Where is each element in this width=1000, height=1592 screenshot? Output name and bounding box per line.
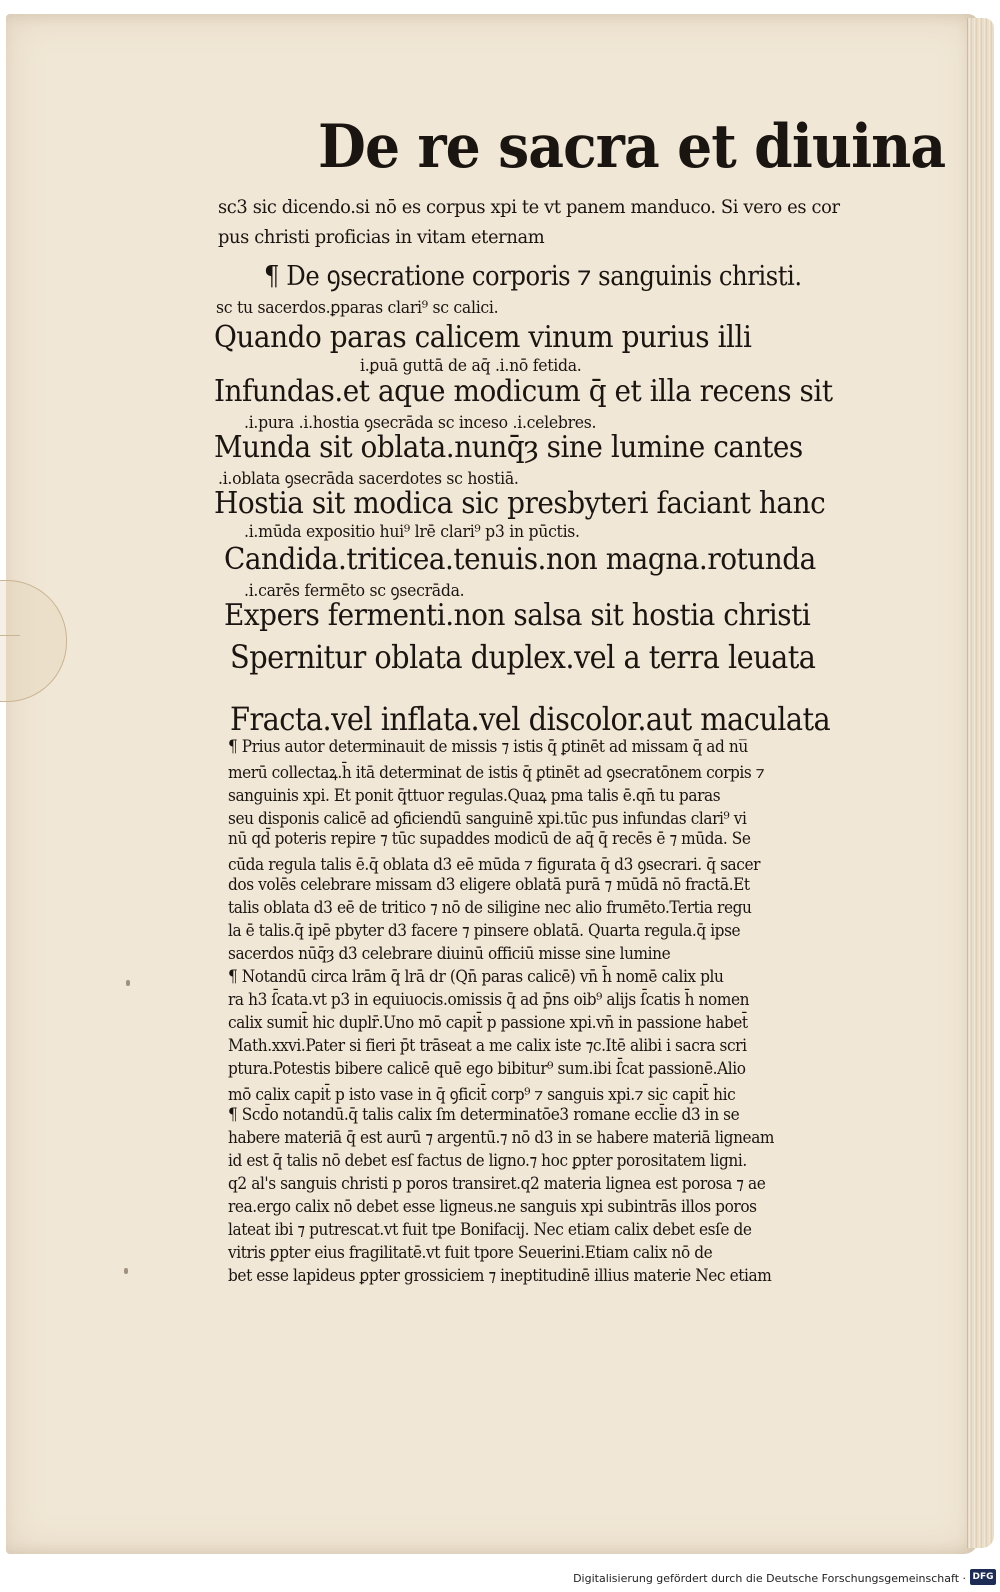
- commentary-line-2: merū collectaꝝ.h̄ itā determinat de istis q̄ ꝑtinēt ad ꝯsecratōnem corpis ⁊: [228, 763, 765, 782]
- verse-line-3: Munda sit oblata.nunq̄ȝ sine lumine cantes: [214, 430, 803, 465]
- commentary-line-23: vitris ꝑpter eius fragilitatē.vt fuit tpore Seuerini.Etiam calix nō de: [228, 1243, 713, 1262]
- commentary-line-20: q2 al's sanguis christi p poros transiret.q2 materia lignea est porosa ⁊ ae: [228, 1174, 766, 1193]
- commentary-line-8: talis oblata d3 eē de tritico ⁊ nō de siligine nec alio frumēto.Tertia regu: [228, 898, 752, 917]
- commentary-line-6: cūda regula talis ē.q̄ oblata d3 eē mūda ⁊ figurata q̄ d3 ꝯsecrari. q̄ sacer: [228, 855, 761, 874]
- commentary-line-17: ¶ Scd̄o notandū.q̄ talis calix ſm determinatōe3 romane eccl̄ie d3 in se: [228, 1105, 740, 1124]
- funding-footer: Digitalisierung gefördert durch die Deutsche Forschungsgemeinschaft ·: [573, 1572, 966, 1585]
- page-title: De re sacra et diuina: [318, 112, 946, 182]
- intro-line-1: sc3 sic dicendo.si nō es corpus xpi te vt panem manduco. Si vero es cor: [218, 196, 840, 218]
- verse-gloss-5: .i.mūda expositio hui⁹ lrē clari⁹ p3 in pūctis.: [244, 522, 580, 541]
- ink-speck: [126, 980, 130, 986]
- section-heading: ¶ De ꝯsecratione corporis ⁊ sanguinis christi.: [264, 261, 802, 292]
- commentary-line-24: bet esse lapideus ꝑpter grossiciem ⁊ ineptitudinē illius materie Nec etiam: [228, 1266, 772, 1285]
- dfg-logo: DFG: [970, 1569, 996, 1585]
- commentary-line-16: mō calix capit̄ p isto vase in q̄ ꝯficit̄ corp⁹ ⁊ sanguis xpi.⁊ sic capit̄ hic: [228, 1085, 736, 1104]
- commentary-line-3: sanguinis xpi. Et ponit q̄ttuor regulas.Quaꝝ pma talis ē.qn̄ tu paras: [228, 786, 721, 805]
- commentary-line-13: calix sumit̄ hic duplr̄.Uno mō capit̄ p passione xpi.vn̄ in passione habet̄: [228, 1013, 748, 1032]
- verse-gloss-6: .i.carēs fermēto sc ꝯsecrāda.: [244, 581, 465, 600]
- commentary-line-11: ¶ Notandū circa lrām q̄ lrā dr (Qn̄ paras calicē) vn̄ h̄ nomē calix plu: [228, 967, 724, 986]
- verse-gloss-1: sc tu sacerdos.ꝑparas clari⁹ sc calici.: [216, 298, 499, 317]
- commentary-line-22: lateat ibi ⁊ putrescat.vt fuit tpe Bonifacij. Nec etiam calix debet esſe de: [228, 1220, 752, 1239]
- commentary-line-10: sacerdos nūq̄ȝ d3 celebrare diuinū officiū misse sine lumine: [228, 944, 671, 963]
- verse-line-1: Quando paras calicem vinum purius illi: [214, 320, 752, 355]
- verse-line-2: Infundas.et aque modicum q̄ et illa recens sit: [214, 374, 833, 409]
- ink-speck: [124, 1268, 128, 1274]
- commentary-line-21: rea.ergo calix nō debet esse ligneus.ne sanguis xpi subintrās illos poros: [228, 1197, 757, 1216]
- verse-gloss-4: .i.oblata ꝯsecrāda sacerdotes sc hostiā.: [218, 469, 519, 488]
- verse-line-6: Expers fermenti.non salsa sit hostia christi: [224, 598, 811, 633]
- verse-line-5: Candida.triticea.tenuis.non magna.rotunda: [224, 542, 816, 577]
- commentary-line-4: seu disponis calicē ad ꝯficiendū sanguinē xpi.tūc pus infundas clari⁹ vi: [228, 809, 747, 828]
- page-fore-edge: [967, 18, 994, 1548]
- verse-gloss-3: .i.pura .i.hostia ꝯsecrāda sc inceso .i.celebres.: [244, 413, 597, 432]
- rule-line-1: Spernitur oblata duplex.vel a terra leuata: [230, 638, 816, 676]
- intro-line-2: pus christi proficias in vitam eternam: [218, 226, 545, 248]
- commentary-line-5: nū qd̄ poteris repire ⁊ tūc supaddes modicū de aq̄ q̄ recēs ē ⁊ mūda. Se: [228, 829, 751, 848]
- commentary-line-1: ¶ Prius autor determinauit de missis ⁊ istis q̄ ꝑtinēt ad missam q̄ ad nu̅: [228, 737, 748, 756]
- verse-gloss-2: i.ꝑuā guttā de aq̄ .i.nō fetida.: [360, 356, 582, 375]
- verse-line-4: Hostia sit modica sic presbyteri faciant hanc: [214, 486, 826, 521]
- commentary-line-7: dos volēs celebrare missam d3 eligere oblatā purā ⁊ mūdā nō fractā.Et: [228, 875, 750, 894]
- commentary-line-9: la ē talis.q̄ ipē pbyter d3 facere ⁊ pinsere oblatā. Quarta regula.q̄ ipse: [228, 921, 741, 940]
- commentary-line-19: id est q̄ talis nō debet esſ factus de ligno.⁊ hoc ꝑpter porositatem ligni.: [228, 1151, 747, 1170]
- commentary-line-15: ptura.Potestis bibere calicē quē ego bibitur⁹ sum.ibi ſ̄cat passionē.Alio: [228, 1059, 746, 1078]
- page-flap-tab: [0, 635, 20, 636]
- commentary-line-14: Math.xxvi.Pater si fieri p̄t trāseat a me calix iste ⁊c.Itē alibi i sacra scri: [228, 1036, 747, 1055]
- rule-line-2: Fracta.vel inflata.vel discolor.aut maculata: [230, 700, 831, 738]
- commentary-line-18: habere materiā q̄ est aurū ⁊ argentū.⁊ nō d3 in se habere materiā ligneam: [228, 1128, 775, 1147]
- commentary-line-12: ra h3 ſ̄cata.vt p3 in equiuocis.omissis q̄ ad p̄ns oib⁹ alijs ſ̄catis h̄ nomen: [228, 990, 750, 1009]
